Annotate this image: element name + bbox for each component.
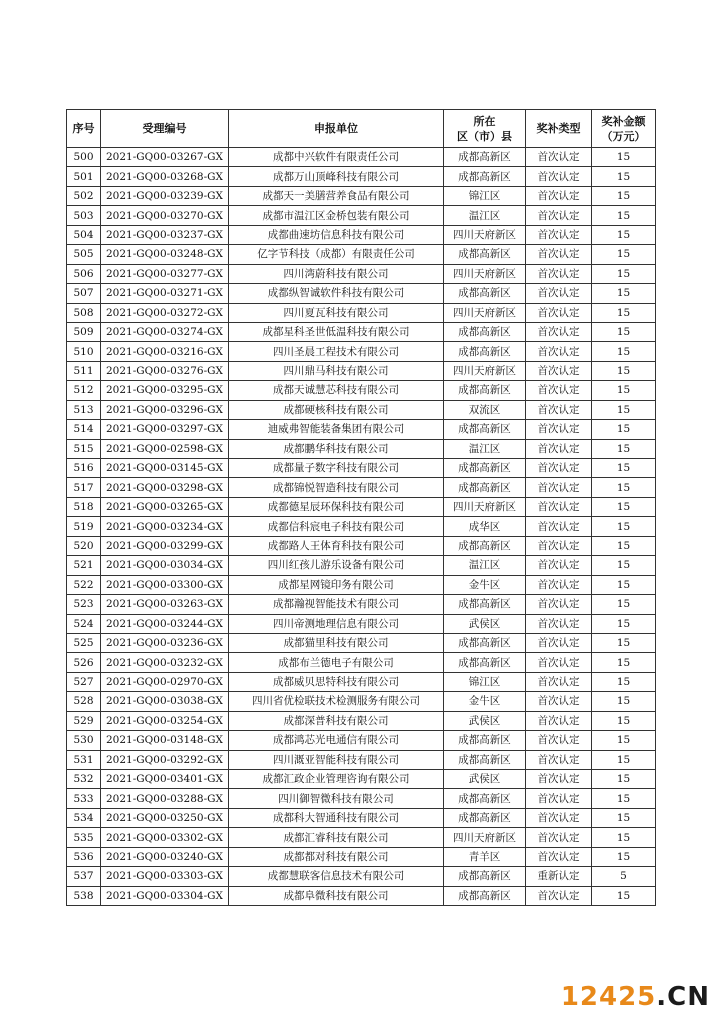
cell-district: 四川天府新区 bbox=[444, 303, 526, 322]
table-row bbox=[67, 633, 656, 652]
cell-amount: 15 bbox=[592, 322, 656, 341]
cell-type: 首次认定 bbox=[526, 886, 592, 905]
cell-seq: 522 bbox=[67, 575, 101, 594]
table-row bbox=[67, 148, 656, 167]
cell-seq: 523 bbox=[67, 595, 101, 614]
cell-district: 金牛区 bbox=[444, 575, 526, 594]
cell-amount: 15 bbox=[592, 847, 656, 866]
cell-unit: 成都阜微科技有限公司 bbox=[229, 886, 444, 905]
cell-district: 成都高新区 bbox=[444, 148, 526, 167]
cell-unit: 成都鸿芯光电通信有限公司 bbox=[229, 731, 444, 750]
cell-code: 2021-GQ00-03272-GX bbox=[101, 303, 229, 322]
cell-code: 2021-GQ00-03277-GX bbox=[101, 264, 229, 283]
cell-unit: 成都猫里科技有限公司 bbox=[229, 633, 444, 652]
cell-amount: 15 bbox=[592, 711, 656, 730]
cell-district: 成都高新区 bbox=[444, 167, 526, 186]
cell-seq: 504 bbox=[67, 225, 101, 244]
table-row bbox=[67, 575, 656, 594]
cell-type: 首次认定 bbox=[526, 595, 592, 614]
cell-type: 首次认定 bbox=[526, 711, 592, 730]
cell-type: 首次认定 bbox=[526, 284, 592, 303]
cell-type: 首次认定 bbox=[526, 245, 592, 264]
cell-seq: 519 bbox=[67, 517, 101, 536]
header-district-line1: 所在 bbox=[473, 114, 496, 128]
cell-type: 首次认定 bbox=[526, 789, 592, 808]
cell-code: 2021-GQ00-03302-GX bbox=[101, 828, 229, 847]
cell-unit: 成都中兴软件有限责任公司 bbox=[229, 148, 444, 167]
cell-district: 武侯区 bbox=[444, 614, 526, 633]
table-row bbox=[67, 400, 656, 419]
cell-amount: 5 bbox=[592, 867, 656, 886]
cell-type: 首次认定 bbox=[526, 225, 592, 244]
table-row bbox=[67, 245, 656, 264]
cell-code: 2021-GQ00-03239-GX bbox=[101, 186, 229, 205]
cell-district: 成都高新区 bbox=[444, 653, 526, 672]
cell-amount: 15 bbox=[592, 828, 656, 847]
cell-code: 2021-GQ00-03248-GX bbox=[101, 245, 229, 264]
cell-seq: 514 bbox=[67, 420, 101, 439]
cell-code: 2021-GQ00-03296-GX bbox=[101, 400, 229, 419]
cell-amount: 15 bbox=[592, 750, 656, 769]
cell-seq: 527 bbox=[67, 672, 101, 691]
cell-type: 首次认定 bbox=[526, 186, 592, 205]
cell-amount: 15 bbox=[592, 692, 656, 711]
cell-district: 成都高新区 bbox=[444, 867, 526, 886]
cell-type: 首次认定 bbox=[526, 653, 592, 672]
cell-seq: 524 bbox=[67, 614, 101, 633]
cell-seq: 535 bbox=[67, 828, 101, 847]
cell-amount: 15 bbox=[592, 420, 656, 439]
cell-type: 首次认定 bbox=[526, 400, 592, 419]
cell-amount: 15 bbox=[592, 575, 656, 594]
cell-district: 成都高新区 bbox=[444, 808, 526, 827]
cell-unit: 成都天诚慧芯科技有限公司 bbox=[229, 381, 444, 400]
header-district-line2: 区（市）县 bbox=[457, 129, 512, 143]
cell-seq: 520 bbox=[67, 536, 101, 555]
cell-unit: 成都星网镜印务有限公司 bbox=[229, 575, 444, 594]
cell-district: 成都高新区 bbox=[444, 595, 526, 614]
cell-district: 四川天府新区 bbox=[444, 361, 526, 380]
cell-amount: 15 bbox=[592, 595, 656, 614]
cell-seq: 502 bbox=[67, 186, 101, 205]
cell-seq: 518 bbox=[67, 497, 101, 516]
cell-seq: 500 bbox=[67, 148, 101, 167]
cell-type: 首次认定 bbox=[526, 206, 592, 225]
cell-district: 四川天府新区 bbox=[444, 828, 526, 847]
table-row bbox=[67, 847, 656, 866]
table-row bbox=[67, 459, 656, 478]
cell-amount: 15 bbox=[592, 633, 656, 652]
cell-type: 首次认定 bbox=[526, 361, 592, 380]
watermark-domain: .CN bbox=[656, 982, 710, 1012]
cell-code: 2021-GQ00-03232-GX bbox=[101, 653, 229, 672]
cell-code: 2021-GQ00-03148-GX bbox=[101, 731, 229, 750]
cell-district: 四川天府新区 bbox=[444, 264, 526, 283]
cell-seq: 537 bbox=[67, 867, 101, 886]
cell-type: 首次认定 bbox=[526, 750, 592, 769]
cell-district: 锦江区 bbox=[444, 186, 526, 205]
cell-type: 首次认定 bbox=[526, 556, 592, 575]
cell-unit: 四川溉亚智能科技有限公司 bbox=[229, 750, 444, 769]
cell-type: 首次认定 bbox=[526, 459, 592, 478]
cell-code: 2021-GQ00-03292-GX bbox=[101, 750, 229, 769]
cell-unit: 成都纵智诚软件科技有限公司 bbox=[229, 284, 444, 303]
cell-code: 2021-GQ00-02970-GX bbox=[101, 672, 229, 691]
header-unit: 申报单位 bbox=[229, 110, 444, 148]
cell-type: 首次认定 bbox=[526, 264, 592, 283]
cell-amount: 15 bbox=[592, 303, 656, 322]
cell-code: 2021-GQ00-03401-GX bbox=[101, 770, 229, 789]
cell-amount: 15 bbox=[592, 284, 656, 303]
cell-code: 2021-GQ00-03145-GX bbox=[101, 459, 229, 478]
table-row bbox=[67, 711, 656, 730]
cell-seq: 511 bbox=[67, 361, 101, 380]
cell-type: 首次认定 bbox=[526, 808, 592, 827]
cell-district: 成都高新区 bbox=[444, 420, 526, 439]
cell-code: 2021-GQ00-03288-GX bbox=[101, 789, 229, 808]
cell-type: 首次认定 bbox=[526, 167, 592, 186]
cell-seq: 525 bbox=[67, 633, 101, 652]
cell-seq: 521 bbox=[67, 556, 101, 575]
cell-code: 2021-GQ00-03263-GX bbox=[101, 595, 229, 614]
cell-code: 2021-GQ00-03234-GX bbox=[101, 517, 229, 536]
cell-type: 首次认定 bbox=[526, 381, 592, 400]
cell-seq: 532 bbox=[67, 770, 101, 789]
cell-unit: 成都科大智通科技有限公司 bbox=[229, 808, 444, 827]
cell-unit: 成都慧联客信息技术有限公司 bbox=[229, 867, 444, 886]
table-row bbox=[67, 225, 656, 244]
cell-unit: 四川帝测地理信息有限公司 bbox=[229, 614, 444, 633]
cell-district: 双流区 bbox=[444, 400, 526, 419]
cell-code: 2021-GQ00-03250-GX bbox=[101, 808, 229, 827]
cell-amount: 15 bbox=[592, 400, 656, 419]
cell-district: 成都高新区 bbox=[444, 245, 526, 264]
cell-code: 2021-GQ00-03268-GX bbox=[101, 167, 229, 186]
cell-type: 首次认定 bbox=[526, 633, 592, 652]
cell-type: 首次认定 bbox=[526, 342, 592, 361]
cell-unit: 成都布兰德电子有限公司 bbox=[229, 653, 444, 672]
cell-unit: 成都深普科技有限公司 bbox=[229, 711, 444, 730]
cell-amount: 15 bbox=[592, 342, 656, 361]
cell-unit: 成都汇政企业管理咨询有限公司 bbox=[229, 770, 444, 789]
cell-district: 成都高新区 bbox=[444, 886, 526, 905]
cell-code: 2021-GQ00-03216-GX bbox=[101, 342, 229, 361]
cell-code: 2021-GQ00-03299-GX bbox=[101, 536, 229, 555]
cell-district: 成都高新区 bbox=[444, 789, 526, 808]
cell-district: 温江区 bbox=[444, 206, 526, 225]
cell-district: 成都高新区 bbox=[444, 478, 526, 497]
cell-amount: 15 bbox=[592, 264, 656, 283]
site-watermark-logo bbox=[561, 982, 710, 1012]
cell-code: 2021-GQ00-02598-GX bbox=[101, 439, 229, 458]
table-row bbox=[67, 497, 656, 516]
cell-code: 2021-GQ00-03244-GX bbox=[101, 614, 229, 633]
cell-seq: 515 bbox=[67, 439, 101, 458]
cell-unit: 迪威弗智能装备集团有限公司 bbox=[229, 420, 444, 439]
cell-district: 温江区 bbox=[444, 439, 526, 458]
table-body bbox=[67, 148, 656, 906]
table-row bbox=[67, 303, 656, 322]
cell-amount: 15 bbox=[592, 225, 656, 244]
cell-code: 2021-GQ00-03034-GX bbox=[101, 556, 229, 575]
cell-code: 2021-GQ00-03240-GX bbox=[101, 847, 229, 866]
cell-district: 成都高新区 bbox=[444, 750, 526, 769]
cell-code: 2021-GQ00-03300-GX bbox=[101, 575, 229, 594]
cell-unit: 成都鹏华科技有限公司 bbox=[229, 439, 444, 458]
cell-type: 首次认定 bbox=[526, 692, 592, 711]
cell-seq: 506 bbox=[67, 264, 101, 283]
cell-seq: 505 bbox=[67, 245, 101, 264]
cell-seq: 508 bbox=[67, 303, 101, 322]
table-row bbox=[67, 672, 656, 691]
cell-type: 首次认定 bbox=[526, 770, 592, 789]
table-row bbox=[67, 420, 656, 439]
cell-district: 武侯区 bbox=[444, 770, 526, 789]
cell-type: 首次认定 bbox=[526, 672, 592, 691]
cell-amount: 15 bbox=[592, 886, 656, 905]
cell-amount: 15 bbox=[592, 439, 656, 458]
cell-seq: 529 bbox=[67, 711, 101, 730]
cell-unit: 成都市温江区金桥包装有限公司 bbox=[229, 206, 444, 225]
cell-seq: 531 bbox=[67, 750, 101, 769]
cell-unit: 四川圣晨工程技术有限公司 bbox=[229, 342, 444, 361]
cell-amount: 15 bbox=[592, 148, 656, 167]
cell-district: 成都高新区 bbox=[444, 633, 526, 652]
cell-unit: 成都信科宸电子科技有限公司 bbox=[229, 517, 444, 536]
table-row bbox=[67, 517, 656, 536]
cell-amount: 15 bbox=[592, 459, 656, 478]
cell-type: 首次认定 bbox=[526, 575, 592, 594]
cell-unit: 四川御智微科技有限公司 bbox=[229, 789, 444, 808]
cell-unit: 四川鼎马科技有限公司 bbox=[229, 361, 444, 380]
cell-amount: 15 bbox=[592, 381, 656, 400]
cell-code: 2021-GQ00-03295-GX bbox=[101, 381, 229, 400]
cell-seq: 512 bbox=[67, 381, 101, 400]
cell-amount: 15 bbox=[592, 770, 656, 789]
table-row bbox=[67, 731, 656, 750]
cell-seq: 534 bbox=[67, 808, 101, 827]
cell-unit: 成都天一美膳营养食品有限公司 bbox=[229, 186, 444, 205]
cell-seq: 501 bbox=[67, 167, 101, 186]
cell-seq: 538 bbox=[67, 886, 101, 905]
cell-seq: 507 bbox=[67, 284, 101, 303]
table-row bbox=[67, 828, 656, 847]
cell-type: 首次认定 bbox=[526, 517, 592, 536]
cell-seq: 533 bbox=[67, 789, 101, 808]
cell-code: 2021-GQ00-03038-GX bbox=[101, 692, 229, 711]
table-row bbox=[67, 381, 656, 400]
table-row bbox=[67, 750, 656, 769]
header-amount-line2: （万元） bbox=[601, 129, 646, 143]
cell-unit: 成都硬核科技有限公司 bbox=[229, 400, 444, 419]
cell-unit: 四川夏瓦科技有限公司 bbox=[229, 303, 444, 322]
table-row bbox=[67, 536, 656, 555]
award-table bbox=[66, 109, 656, 906]
cell-code: 2021-GQ00-03276-GX bbox=[101, 361, 229, 380]
cell-type: 重新认定 bbox=[526, 867, 592, 886]
cell-code: 2021-GQ00-03271-GX bbox=[101, 284, 229, 303]
cell-district: 成都高新区 bbox=[444, 342, 526, 361]
cell-amount: 15 bbox=[592, 167, 656, 186]
cell-unit: 四川湾蔚科技有限公司 bbox=[229, 264, 444, 283]
cell-type: 首次认定 bbox=[526, 303, 592, 322]
cell-seq: 509 bbox=[67, 322, 101, 341]
table-row bbox=[67, 167, 656, 186]
cell-type: 首次认定 bbox=[526, 536, 592, 555]
cell-district: 成都高新区 bbox=[444, 731, 526, 750]
table-row bbox=[67, 808, 656, 827]
table-row bbox=[67, 206, 656, 225]
cell-amount: 15 bbox=[592, 536, 656, 555]
cell-amount: 15 bbox=[592, 361, 656, 380]
table-row bbox=[67, 886, 656, 905]
cell-amount: 15 bbox=[592, 653, 656, 672]
cell-amount: 15 bbox=[592, 517, 656, 536]
cell-district: 青羊区 bbox=[444, 847, 526, 866]
header-amount bbox=[592, 110, 656, 148]
cell-code: 2021-GQ00-03237-GX bbox=[101, 225, 229, 244]
cell-code: 2021-GQ00-03298-GX bbox=[101, 478, 229, 497]
cell-district: 四川天府新区 bbox=[444, 225, 526, 244]
cell-code: 2021-GQ00-03304-GX bbox=[101, 886, 229, 905]
cell-unit: 成都汇睿科技有限公司 bbox=[229, 828, 444, 847]
cell-amount: 15 bbox=[592, 556, 656, 575]
cell-unit: 成都星科圣世低温科技有限公司 bbox=[229, 322, 444, 341]
header-seq: 序号 bbox=[67, 110, 101, 148]
cell-code: 2021-GQ00-03265-GX bbox=[101, 497, 229, 516]
cell-district: 成华区 bbox=[444, 517, 526, 536]
cell-district: 成都高新区 bbox=[444, 284, 526, 303]
cell-seq: 536 bbox=[67, 847, 101, 866]
cell-unit: 成都威贝思特科技有限公司 bbox=[229, 672, 444, 691]
table-row bbox=[67, 342, 656, 361]
cell-unit: 成都量子数字科技有限公司 bbox=[229, 459, 444, 478]
cell-amount: 15 bbox=[592, 614, 656, 633]
table-row bbox=[67, 284, 656, 303]
cell-amount: 15 bbox=[592, 672, 656, 691]
cell-type: 首次认定 bbox=[526, 614, 592, 633]
cell-type: 首次认定 bbox=[526, 847, 592, 866]
cell-district: 四川天府新区 bbox=[444, 497, 526, 516]
header-amount-line1: 奖补金额 bbox=[601, 114, 646, 128]
cell-unit: 成都路人王体育科技有限公司 bbox=[229, 536, 444, 555]
cell-amount: 15 bbox=[592, 731, 656, 750]
cell-type: 首次认定 bbox=[526, 322, 592, 341]
cell-type: 首次认定 bbox=[526, 497, 592, 516]
cell-unit: 成都瀚视智能技术有限公司 bbox=[229, 595, 444, 614]
cell-unit: 成都锦悦智造科技有限公司 bbox=[229, 478, 444, 497]
table-row bbox=[67, 322, 656, 341]
cell-unit: 亿字节科技（成都）有限责任公司 bbox=[229, 245, 444, 264]
cell-district: 成都高新区 bbox=[444, 459, 526, 478]
cell-seq: 526 bbox=[67, 653, 101, 672]
cell-code: 2021-GQ00-03270-GX bbox=[101, 206, 229, 225]
cell-seq: 517 bbox=[67, 478, 101, 497]
table-row bbox=[67, 556, 656, 575]
table-header-row bbox=[67, 110, 656, 148]
cell-district: 成都高新区 bbox=[444, 322, 526, 341]
cell-district: 成都高新区 bbox=[444, 536, 526, 555]
cell-code: 2021-GQ00-03297-GX bbox=[101, 420, 229, 439]
cell-type: 首次认定 bbox=[526, 420, 592, 439]
table-row bbox=[67, 595, 656, 614]
cell-amount: 15 bbox=[592, 789, 656, 808]
cell-unit: 成都都对科技有限公司 bbox=[229, 847, 444, 866]
table-row bbox=[67, 770, 656, 789]
cell-district: 锦江区 bbox=[444, 672, 526, 691]
cell-unit: 四川省优检联技术检测服务有限公司 bbox=[229, 692, 444, 711]
cell-type: 首次认定 bbox=[526, 478, 592, 497]
cell-code: 2021-GQ00-03254-GX bbox=[101, 711, 229, 730]
cell-unit: 成都曲速坊信息科技有限公司 bbox=[229, 225, 444, 244]
cell-type: 首次认定 bbox=[526, 731, 592, 750]
cell-district: 成都高新区 bbox=[444, 381, 526, 400]
cell-amount: 15 bbox=[592, 206, 656, 225]
cell-code: 2021-GQ00-03274-GX bbox=[101, 322, 229, 341]
cell-amount: 15 bbox=[592, 245, 656, 264]
table-row bbox=[67, 478, 656, 497]
table-row bbox=[67, 789, 656, 808]
cell-amount: 15 bbox=[592, 186, 656, 205]
table-row bbox=[67, 867, 656, 886]
cell-unit: 四川红孩儿游乐设备有限公司 bbox=[229, 556, 444, 575]
table-row bbox=[67, 264, 656, 283]
cell-district: 温江区 bbox=[444, 556, 526, 575]
header-district bbox=[444, 110, 526, 148]
cell-district: 武侯区 bbox=[444, 711, 526, 730]
cell-type: 首次认定 bbox=[526, 828, 592, 847]
cell-seq: 513 bbox=[67, 400, 101, 419]
table-row bbox=[67, 186, 656, 205]
cell-code: 2021-GQ00-03303-GX bbox=[101, 867, 229, 886]
cell-amount: 15 bbox=[592, 808, 656, 827]
cell-seq: 503 bbox=[67, 206, 101, 225]
cell-seq: 530 bbox=[67, 731, 101, 750]
header-code: 受理编号 bbox=[101, 110, 229, 148]
header-type: 奖补类型 bbox=[526, 110, 592, 148]
cell-district: 金牛区 bbox=[444, 692, 526, 711]
cell-type: 首次认定 bbox=[526, 148, 592, 167]
cell-amount: 15 bbox=[592, 478, 656, 497]
cell-type: 首次认定 bbox=[526, 439, 592, 458]
table-row bbox=[67, 439, 656, 458]
cell-seq: 528 bbox=[67, 692, 101, 711]
table-row bbox=[67, 653, 656, 672]
cell-seq: 516 bbox=[67, 459, 101, 478]
table-row bbox=[67, 361, 656, 380]
cell-unit: 成都德星辰环保科技有限公司 bbox=[229, 497, 444, 516]
cell-seq: 510 bbox=[67, 342, 101, 361]
cell-amount: 15 bbox=[592, 497, 656, 516]
watermark-number: 12425 bbox=[560, 982, 657, 1012]
cell-code: 2021-GQ00-03236-GX bbox=[101, 633, 229, 652]
cell-unit: 成都万山顶峰科技有限公司 bbox=[229, 167, 444, 186]
cell-code: 2021-GQ00-03267-GX bbox=[101, 148, 229, 167]
table-row bbox=[67, 614, 656, 633]
table-row bbox=[67, 692, 656, 711]
